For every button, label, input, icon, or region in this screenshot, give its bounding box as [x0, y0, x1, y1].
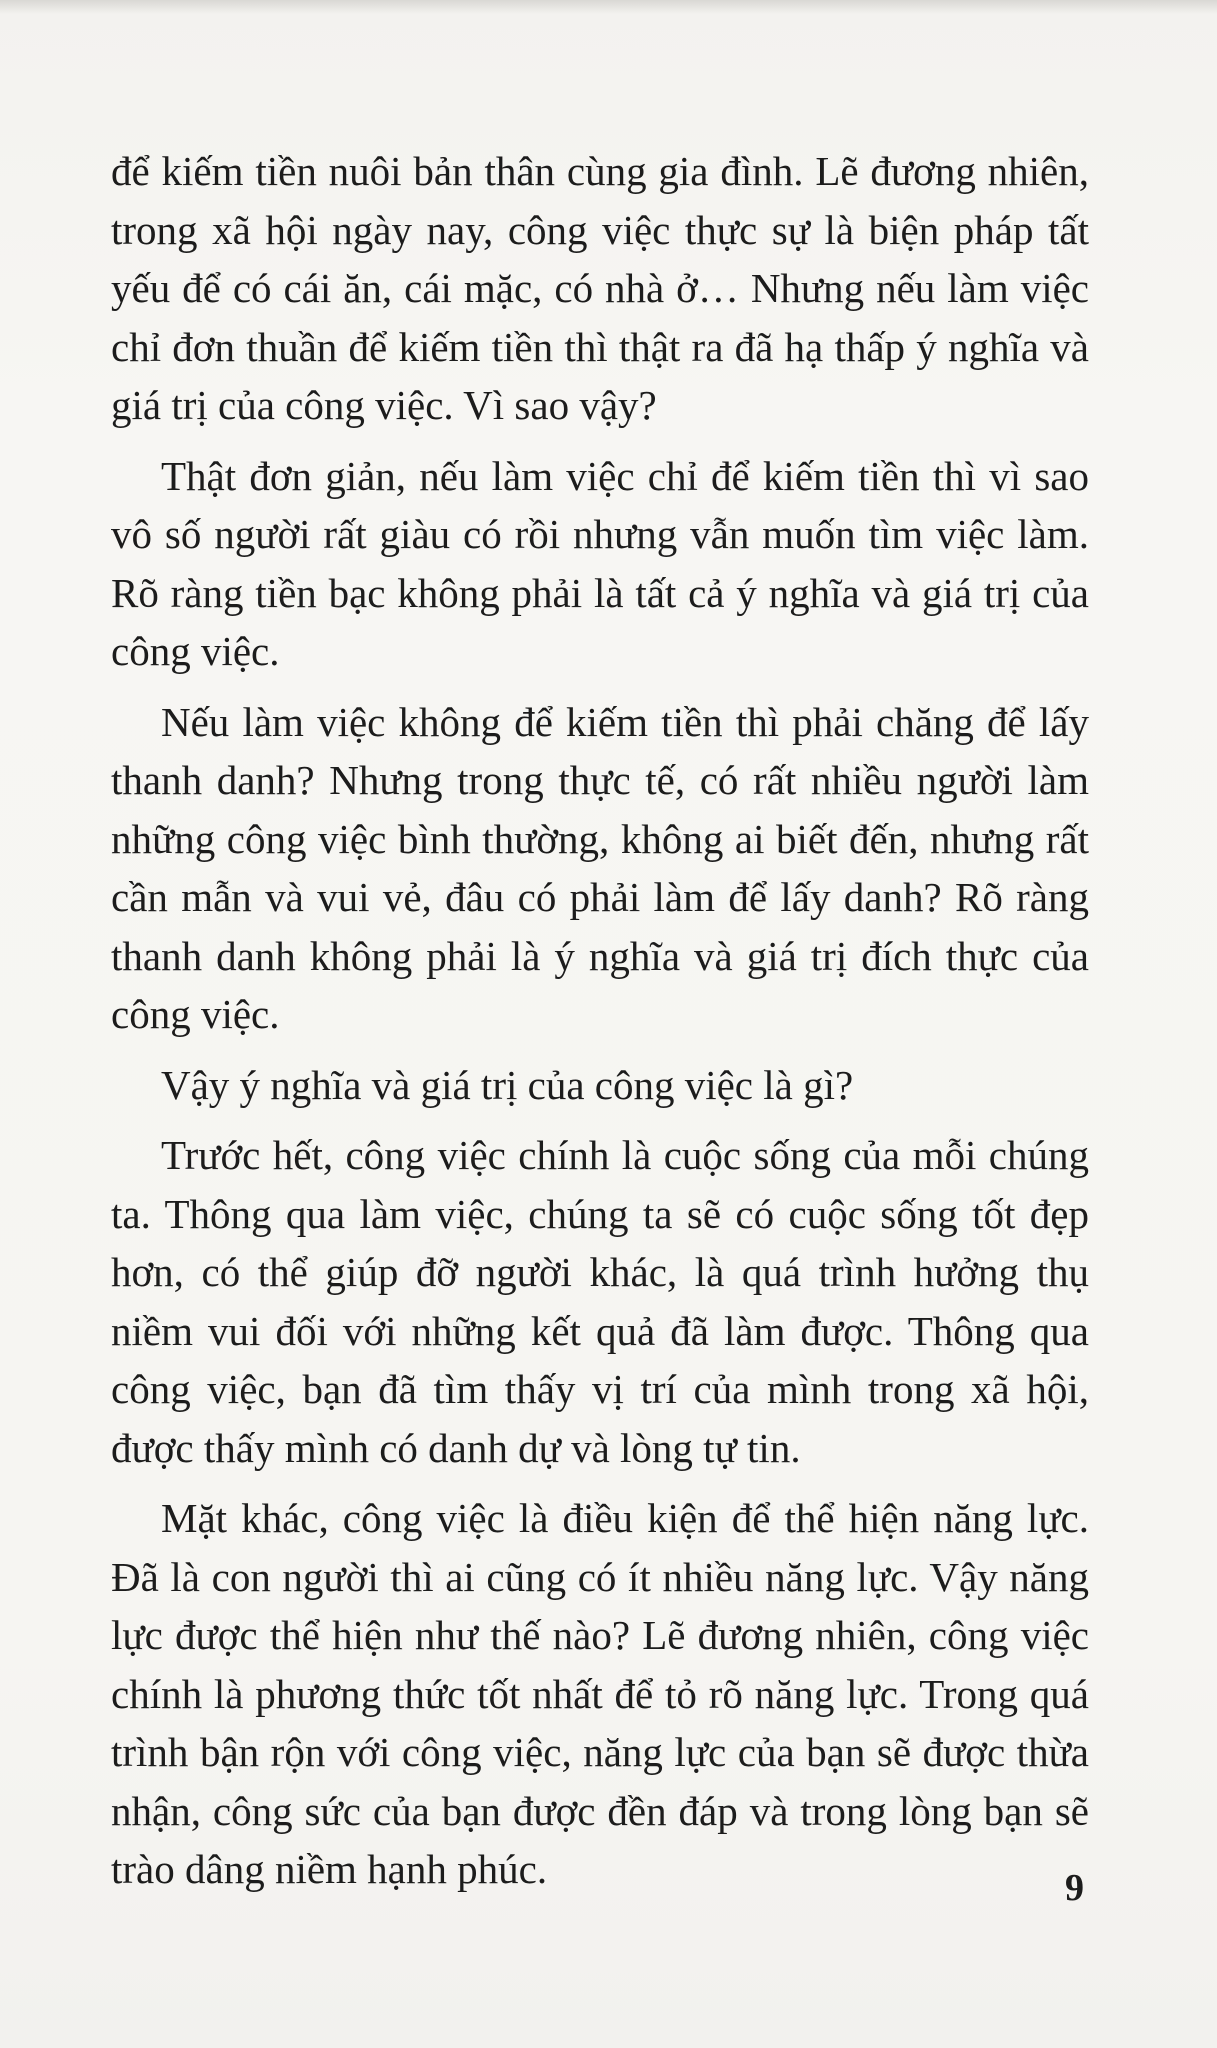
- page-number: 9: [1065, 1867, 1084, 1909]
- paragraph-5: Trước hết, công việc chính là cuộc sống của mỗi chúng ta. Thông qua làm việc, chúng ta sẽ có cuộc sống tốt đẹp hơn, có thể giúp đỡ người khác, là quá trình hưởng thụ niềm vui đối với những kết quả đã làm được. Thông qua công việc, bạn đã tìm thấy vị trí của mình trong xã hội, được thấy mình có danh dự và lòng tự tin.: [111, 1132, 1089, 1471]
- paragraph-1: để kiếm tiền nuôi bản thân cùng gia đình. Lẽ đương nhiên, trong xã hội ngày nay, công việc thực sự là biện pháp tất yếu để có cái ăn, cái mặc, có nhà ở… Nhưng nếu làm việc chỉ đơn thuần để kiếm tiền thì thật ra đã hạ thấp ý nghĩa và giá trị của công việc. Vì sao vậy?: [111, 148, 1089, 428]
- paragraph-2: Thật đơn giản, nếu làm việc chỉ để kiếm tiền thì vì sao vô số người rất giàu có rồi nhưng vẫn muốn tìm việc làm. Rõ ràng tiền bạc không phải là tất cả ý nghĩa và giá trị của công việc.: [111, 452, 1089, 674]
- paragraph-3: Nếu làm việc không để kiếm tiền thì phải chăng để lấy thanh danh? Nhưng trong thực tế, có rất nhiều người làm những công việc bình thường, không ai biết đến, nhưng rất cần mẫn và vui vẻ, đâu có phải làm để lấy danh? Rõ ràng thanh danh không phải là ý nghĩa và giá trị đích thực của công việc.: [111, 698, 1089, 1037]
- page-top-edge: [0, 0, 1217, 14]
- paragraph-4: Vậy ý nghĩa và giá trị của công việc là gì?: [161, 1061, 854, 1108]
- paragraph-6: Mặt khác, công việc là điều kiện để thể hiện năng lực. Đã là con người thì ai cũng có ít nhiều năng lực. Vậy năng lực được thể hiện như thế nào? Lẽ đương nhiên, công việc chính là phương thức tốt nhất để tỏ rõ năng lực. Trong quá trình bận rộn với công việc, năng lực của bạn sẽ được thừa nhận, công sức của bạn được đền đáp và trong lòng bạn sẽ trào dâng niềm hạnh phúc.: [111, 1495, 1089, 1892]
- body-text: [111, 142, 1089, 1911]
